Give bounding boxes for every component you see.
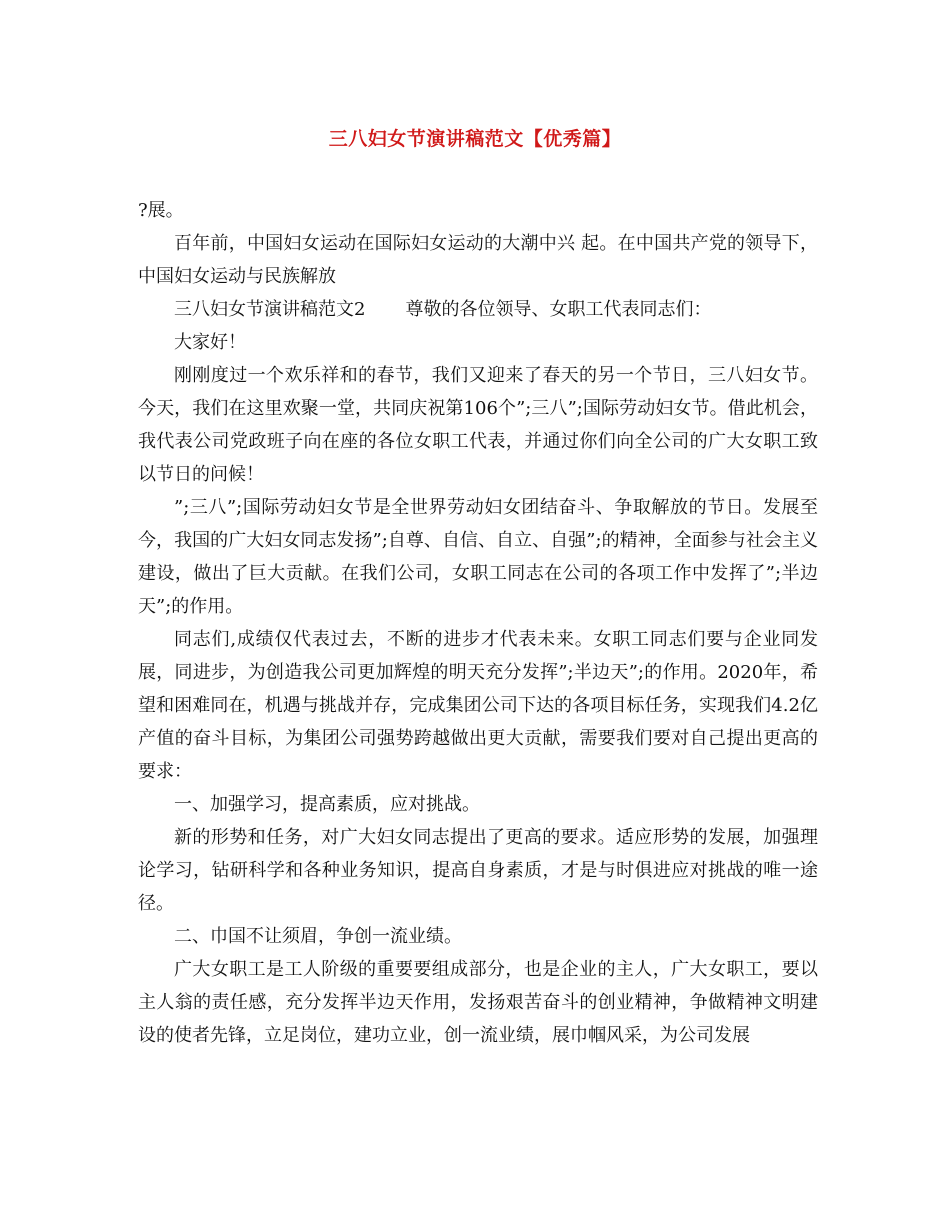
document-body [138,194,818,1052]
paragraph-8: 新的形势和任务，对广大妇女同志提出了更高的要求。适应形势的发展，加强理论学习，钻研科学和各种业务知识，提高自身素质，才是与时俱进应对挑战的唯一途径。 [138,827,818,914]
paragraph-4: 刚刚度过一个欢乐祥和的春节，我们又迎来了春天的另一个节日，三八妇女节。今天，我们在这里欢聚一堂，共同庆祝第106个”;三八”;国际劳动妇女节。借此机会，我代表公司党政班子向在座的各位女职工代表，并通过你们向全公司的广大女职工致以节日的问候！ [138,365,818,485]
paragraph-5: ”;三八”;国际劳动妇女节是全世界劳动妇女团结奋斗、争取解放的节日。发展至今，我国的广大妇女同志发扬”;自尊、自信、自立、自强”;的精神，全面参与社会主义建设，做出了巨大贡献。在我们公司，女职工同志在公司的各项工作中发挥了”;半边天”;的作用。 [138,497,818,617]
paragraph-0: ?展。 [138,200,184,221]
paragraph-7: 一、加强学习，提高素质，应对挑战。 [174,794,480,815]
paragraph-6: 同志们,成绩仅代表过去，不断的进步才代表未来。女职工同志们要与企业同发展，同进步，为创造我公司更加辉煌的明天充分发挥”;半边天”;的作用。2020年，希望和困难同在，机遇与挑战并存，完成集团公司下达的各项目标任务，实现我们4.2亿产值的奋斗目标，为集团公司强势跨越做出更大贡献，需要我们要对自己提出更高的要求： [138,629,818,782]
paragraph-10: 广大女职工是工人阶级的重要要组成部分，也是企业的主人，广大女职工，要以主人翁的责任感，充分发挥半边天作用，发扬艰苦奋斗的创业精神，争做精神文明建设的使者先锋，立足岗位，建功立业，创一流业绩，展巾帼风采，为公司发展 [138,959,818,1046]
paragraph-3: 大家好！ [174,332,246,353]
paragraph-1: 百年前，中国妇女运动在国际妇女运动的大潮中兴 起。在中国共产党的领导下，中国妇女运动与民族解放 [138,233,818,287]
document-title: 三八妇女节演讲稿范文【优秀篇】 [328,128,622,150]
paragraph-2-heading: 三八妇女节演讲稿范文2 [174,299,366,320]
paragraph-2-salutation: 尊敬的各位领导、女职工代表同志们： [405,299,712,320]
paragraph-9: 二、巾国不让须眉，争创一流业绩。 [174,926,462,947]
paragraph-2 [138,293,818,326]
